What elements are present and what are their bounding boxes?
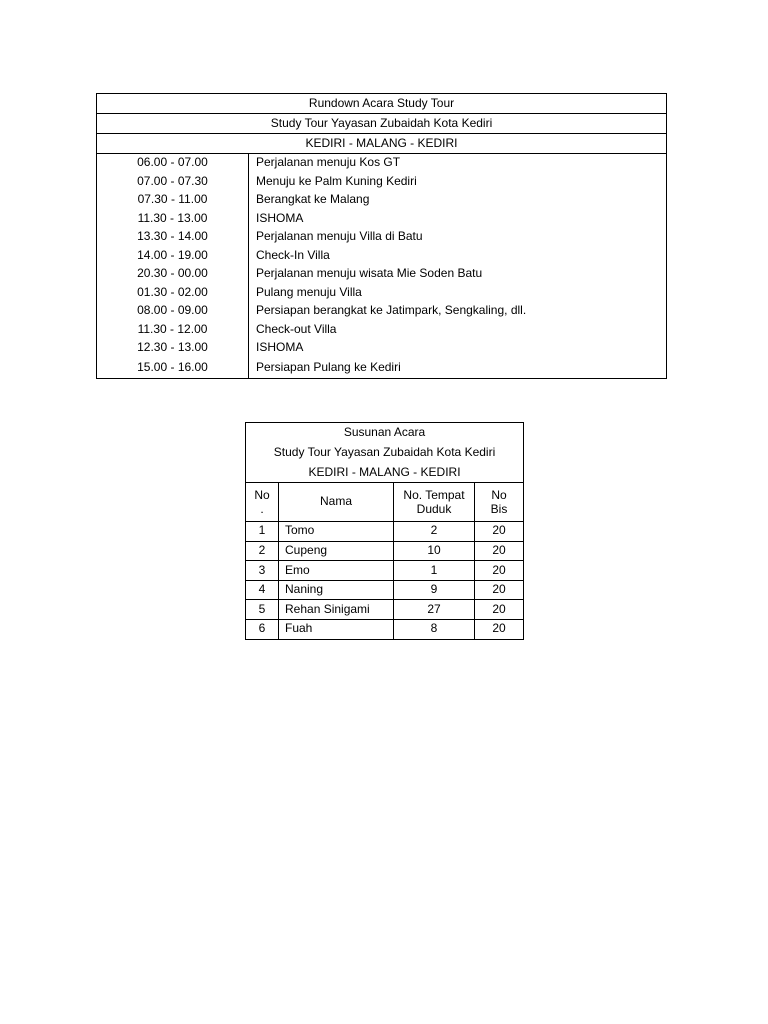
rundown-time: 11.30 - 12.00 bbox=[97, 321, 249, 340]
seating-route: KEDIRI - MALANG - KEDIRI bbox=[246, 463, 524, 483]
table-row bbox=[246, 580, 524, 600]
header-seat-line2: Duduk bbox=[416, 502, 452, 516]
cell-no: 3 bbox=[246, 561, 279, 581]
table-row bbox=[246, 522, 524, 542]
rundown-time: 15.00 - 16.00 bbox=[97, 358, 249, 379]
seating-title-row bbox=[246, 423, 524, 444]
cell-seat: 2 bbox=[394, 522, 475, 542]
cell-seat: 9 bbox=[394, 580, 475, 600]
rundown-time: 12.30 - 13.00 bbox=[97, 339, 249, 358]
rundown-subtitle: Study Tour Yayasan Zubaidah Kota Kediri bbox=[97, 114, 667, 134]
cell-no: 5 bbox=[246, 600, 279, 620]
rundown-time: 07.30 - 11.00 bbox=[97, 191, 249, 210]
rundown-time: 08.00 - 09.00 bbox=[97, 302, 249, 321]
rundown-activity: ISHOMA bbox=[249, 339, 667, 358]
cell-bus: 20 bbox=[475, 522, 524, 542]
rundown-title-row bbox=[97, 94, 667, 114]
rundown-row bbox=[97, 302, 667, 321]
cell-nama: Tomo bbox=[279, 522, 394, 542]
cell-nama: Rehan Sinigami bbox=[279, 600, 394, 620]
rundown-subtitle-row bbox=[97, 114, 667, 134]
cell-seat: 1 bbox=[394, 561, 475, 581]
rundown-time: 14.00 - 19.00 bbox=[97, 247, 249, 266]
cell-bus: 20 bbox=[475, 541, 524, 561]
rundown-time: 20.30 - 00.00 bbox=[97, 265, 249, 284]
rundown-route-row bbox=[97, 134, 667, 154]
table-row bbox=[246, 561, 524, 581]
rundown-route: KEDIRI - MALANG - KEDIRI bbox=[97, 134, 667, 154]
table-row bbox=[246, 619, 524, 639]
rundown-time: 06.00 - 07.00 bbox=[97, 154, 249, 173]
cell-no: 6 bbox=[246, 619, 279, 639]
seating-route-row bbox=[246, 463, 524, 483]
rundown-activity: Persiapan berangkat ke Jatimpark, Sengkaling, dll. bbox=[249, 302, 667, 321]
rundown-row bbox=[97, 191, 667, 210]
cell-seat: 10 bbox=[394, 541, 475, 561]
rundown-row bbox=[97, 358, 667, 379]
table-row bbox=[246, 600, 524, 620]
cell-bus: 20 bbox=[475, 561, 524, 581]
cell-bus: 20 bbox=[475, 600, 524, 620]
header-bus bbox=[475, 483, 524, 522]
cell-nama: Cupeng bbox=[279, 541, 394, 561]
rundown-activity: ISHOMA bbox=[249, 210, 667, 229]
rundown-row bbox=[97, 228, 667, 247]
rundown-activity: Berangkat ke Malang bbox=[249, 191, 667, 210]
rundown-row bbox=[97, 247, 667, 266]
rundown-row bbox=[97, 154, 667, 173]
cell-nama: Naning bbox=[279, 580, 394, 600]
rundown-activity: Perjalanan menuju Villa di Batu bbox=[249, 228, 667, 247]
cell-no: 1 bbox=[246, 522, 279, 542]
header-seat-line1: No. Tempat bbox=[403, 487, 465, 502]
cell-nama: Emo bbox=[279, 561, 394, 581]
rundown-time: 11.30 - 13.00 bbox=[97, 210, 249, 229]
header-no bbox=[246, 483, 279, 522]
rundown-table bbox=[96, 93, 667, 379]
header-bus-line1: No bbox=[491, 487, 507, 502]
rundown-activity: Perjalanan menuju Kos GT bbox=[249, 154, 667, 173]
cell-bus: 20 bbox=[475, 580, 524, 600]
seating-header-row bbox=[246, 483, 524, 522]
rundown-activity: Check-In Villa bbox=[249, 247, 667, 266]
rundown-activity: Check-out Villa bbox=[249, 321, 667, 340]
header-no-line2: . bbox=[260, 502, 264, 516]
rundown-time: 07.00 - 07.30 bbox=[97, 173, 249, 192]
rundown-row bbox=[97, 321, 667, 340]
seating-subtitle: Study Tour Yayasan Zubaidah Kota Kediri bbox=[246, 443, 524, 463]
rundown-activity: Pulang menuju Villa bbox=[249, 284, 667, 303]
seating-table bbox=[245, 422, 524, 640]
header-bus-line2: Bis bbox=[490, 502, 508, 516]
rundown-row bbox=[97, 265, 667, 284]
rundown-row bbox=[97, 284, 667, 303]
cell-seat: 27 bbox=[394, 600, 475, 620]
cell-seat: 8 bbox=[394, 619, 475, 639]
header-seat bbox=[394, 483, 475, 522]
rundown-activity: Perjalanan menuju wisata Mie Soden Batu bbox=[249, 265, 667, 284]
rundown-title: Rundown Acara Study Tour bbox=[97, 94, 667, 114]
seating-subtitle-row bbox=[246, 443, 524, 463]
rundown-time: 13.30 - 14.00 bbox=[97, 228, 249, 247]
rundown-row bbox=[97, 173, 667, 192]
rundown-time: 01.30 - 02.00 bbox=[97, 284, 249, 303]
rundown-row bbox=[97, 210, 667, 229]
header-no-line1: No bbox=[254, 487, 270, 502]
cell-nama: Fuah bbox=[279, 619, 394, 639]
cell-no: 2 bbox=[246, 541, 279, 561]
seating-title: Susunan Acara bbox=[246, 423, 524, 444]
header-nama: Nama bbox=[279, 483, 394, 522]
rundown-activity: Persiapan Pulang ke Kediri bbox=[249, 358, 667, 379]
rundown-activity: Menuju ke Palm Kuning Kediri bbox=[249, 173, 667, 192]
table-row bbox=[246, 541, 524, 561]
rundown-row bbox=[97, 339, 667, 358]
cell-bus: 20 bbox=[475, 619, 524, 639]
cell-no: 4 bbox=[246, 580, 279, 600]
